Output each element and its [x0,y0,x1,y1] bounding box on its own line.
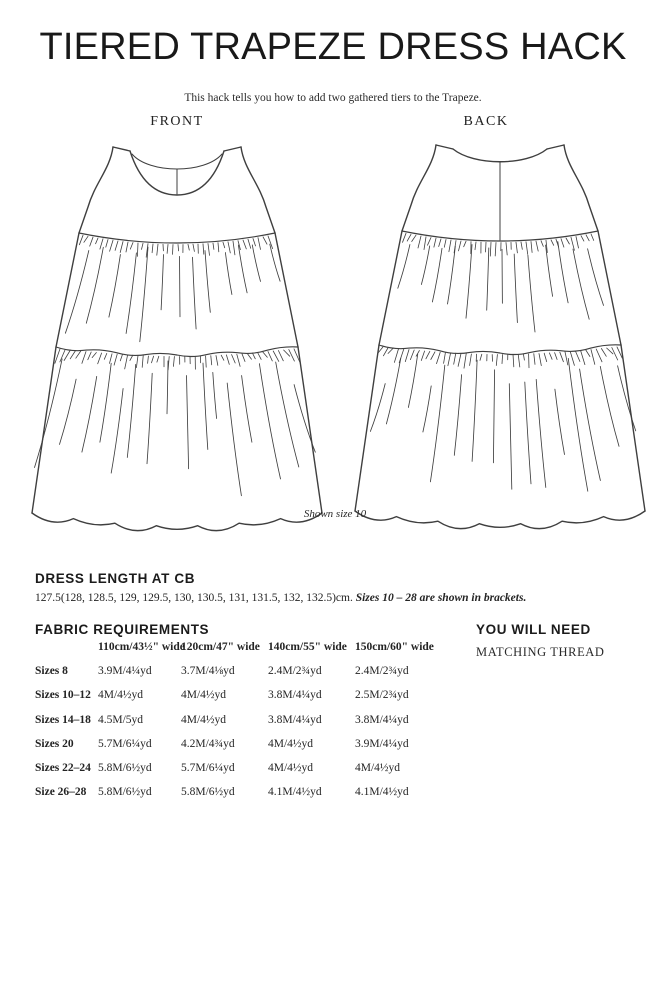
fabric-cell: 2.4M/2¾yd [268,665,322,678]
fabric-cell: 4M/4½yd [181,689,227,702]
fabric-cell: 2.5M/2¾yd [355,689,409,702]
size-row-label: Sizes 8 [35,665,68,678]
size-row-label: Sizes 22–24 [35,761,91,774]
fabric-cell: 3.8M/4¼yd [268,713,322,726]
fabric-cell: 4M/4½yd [268,737,314,750]
column-header: 120cm/47" wide [181,641,260,653]
fabric-cell: 3.7M/4⅛yd [181,665,235,678]
dress-length-note: Sizes 10 – 28 are shown in brackets. [355,592,527,604]
size-row-label: Size 26–28 [35,786,87,799]
fabric-cell: 4M/4½yd [268,761,314,774]
fabric-cell: 4.1M/4½yd [268,786,322,799]
front-dress-illustration [29,141,329,541]
fabric-cell: 4.2M/4¾yd [181,737,235,750]
front-view-label: FRONT [150,114,204,129]
dress-length-heading: DRESS LENGTH AT CB [35,571,196,586]
page-subtitle: This hack tells you how to add two gathered tiers to the Trapeze. [184,92,482,104]
back-view-label: BACK [463,114,509,129]
fabric-cell: 4.1M/4½yd [355,786,409,799]
fabric-cell: 5.8M/6½yd [98,761,152,774]
fabric-requirements-heading: FABRIC REQUIREMENTS [35,622,210,637]
fabric-cell: 5.8M/6½yd [98,786,152,799]
page-title: TIERED TRAPEZE DRESS HACK [39,26,627,68]
fabric-cell: 3.8M/4¼yd [355,713,409,726]
fabric-cell: 5.7M/6¼yd [98,737,152,750]
fabric-table [35,641,440,810]
fabric-cell: 3.9M/4¼yd [355,737,409,750]
size-row-label: Sizes 20 [35,737,74,750]
fabric-cell: 4M/4½yd [98,689,144,702]
size-row-label: Sizes 10–12 [35,689,91,702]
you-will-need-item: MATCHING THREAD [476,645,605,659]
fabric-cell: 5.8M/6½yd [181,786,235,799]
fabric-cell: 4M/4½yd [355,761,401,774]
fabric-cell: 3.9M/4¼yd [98,665,152,678]
column-header: 110cm/43½" wide [98,641,185,653]
size-row-label: Sizes 14–18 [35,713,91,726]
column-header: 150cm/60" wide [355,641,434,653]
column-header: 140cm/55" wide [268,641,347,653]
back-dress-illustration [352,139,652,539]
fabric-cell: 4M/4½yd [181,713,227,726]
dress-length-measurements: 127.5(128, 128.5, 129, 129.5, 130, 130.5, 131, 131.5, 132, 132.5)cm. [35,592,356,604]
fabric-cell: 3.8M/4¼yd [268,689,322,702]
dress-length-values [35,592,655,604]
fabric-cell: 2.4M/2¾yd [355,665,409,678]
shown-size-note: Shown size 10 [303,508,367,520]
fabric-cell: 4.5M/5yd [98,713,144,726]
you-will-need-heading: YOU WILL NEED [476,622,591,637]
fabric-cell: 5.7M/6¼yd [181,761,235,774]
